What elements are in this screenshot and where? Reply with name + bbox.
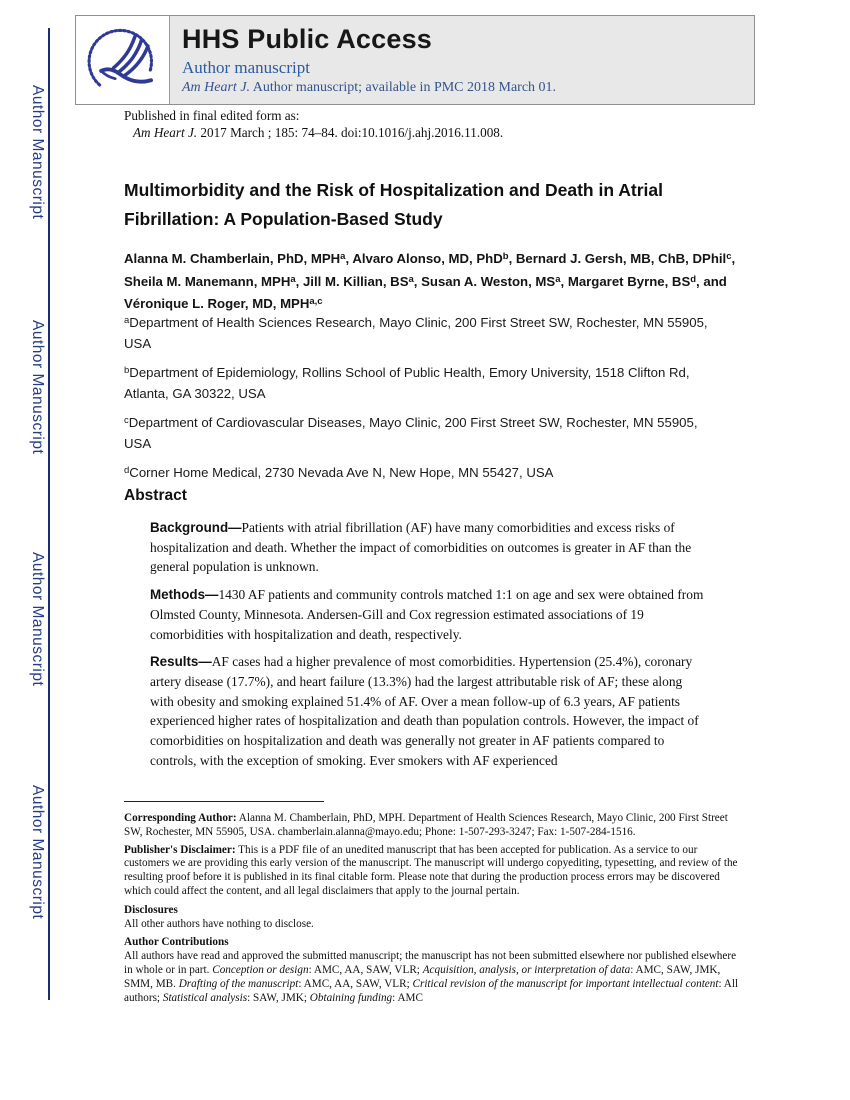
watermark-author-manuscript-3: Author Manuscript	[29, 552, 46, 687]
paragraph-text: AF cases had a higher prevalence of most comorbidities. Hypertension (25.4%), coronary artery disease (17.7%), and heart failure (13.3%) had the largest attributable risk of AF; these along with obesity and smoking explained 51.4% of AF. Over a mean follow-up of 6.3 years, AF patients experienced higher rates of hospitalization and death than population controls. However, the impact of comorbidities on hospitalization and death was generally not greater in AF patients compared to controls, with the exception of smoking. Ever smokers with AF experienced	[150, 654, 699, 768]
corresponding-author-label: Corresponding Author:	[124, 812, 237, 824]
abstract-paragraph-methods	[150, 585, 706, 644]
affiliation	[124, 311, 724, 354]
published-line: Published in final edited form as:	[124, 108, 300, 123]
sidebar-rule	[48, 28, 50, 1000]
hhs-subtitle: Author manuscript	[182, 58, 310, 77]
contribution-people: : AMC, SAW, JMK, SMM, MB.	[124, 963, 721, 990]
corresponding-author-text: Alanna M. Chamberlain, PhD, MPH. Department of Health Sciences Research, Mayo Clinic, 200 First Street SW, Rochester, MN 55905, USA. chamberlain.alanna@mayo.edu; Phone: 1-507-293-3247; Fax: 1-507-284-1516.	[124, 812, 728, 838]
published-info	[124, 108, 503, 141]
affil-mark: a	[124, 315, 130, 326]
watermark-author-manuscript-1: Author Manuscript	[29, 85, 46, 220]
publisher-disclaimer-note	[124, 844, 744, 899]
author-name: Sheila M. Manemann, MPH	[124, 273, 291, 289]
contributions-text	[124, 950, 744, 1005]
disclosures-heading: Disclosures	[124, 903, 178, 916]
author-affil-mark: a	[555, 273, 561, 285]
author-sep: ,	[508, 251, 516, 266]
affil-mark: b	[124, 365, 130, 376]
banner-text	[182, 24, 742, 96]
hhs-title: HHS Public Access	[182, 24, 432, 54]
author-name: Margaret Byrne, BS	[567, 273, 691, 289]
author-name: Véronique L. Roger, MD, MPH	[124, 296, 310, 311]
author	[421, 274, 568, 289]
contribution-role: Statistical analysis	[162, 991, 248, 1004]
corresponding-author-note	[124, 812, 744, 840]
contribution-role: Obtaining funding	[309, 991, 393, 1004]
author	[124, 296, 323, 311]
author-sep: ,	[295, 273, 303, 289]
affil-text: Department of Epidemiology, Rollins School of Public Health, Emory University, 1518 Clifton Rd, Atlanta, GA 30322, USA	[124, 365, 690, 401]
paragraph-label: Results—	[150, 654, 212, 670]
contribution-role: Drafting of the manuscript	[178, 977, 299, 990]
contribution-people: : SAW, JMK;	[247, 991, 310, 1004]
abstract-heading: Abstract	[124, 487, 187, 504]
article-title: Multimorbidity and the Risk of Hospitalization and Death in Atrial Fibrillation: A Population-Based Study	[124, 180, 663, 229]
author-sep: ,	[413, 273, 422, 289]
hhs-citation	[182, 80, 742, 96]
hhs-banner	[75, 15, 755, 105]
author-affil-mark: a,c	[309, 296, 323, 307]
affil-mark: d	[124, 465, 130, 476]
author-affil-mark: c	[726, 251, 732, 262]
abstract-body	[150, 518, 706, 778]
author-sep: ,	[731, 251, 736, 266]
contribution-people: : All authors;	[124, 977, 739, 1004]
author-list	[124, 247, 736, 315]
contributions-heading: Author Contributions	[124, 936, 229, 949]
footnotes	[124, 812, 744, 1009]
paragraph-label: Methods—	[150, 587, 219, 603]
paragraph-label: Background—	[150, 520, 242, 535]
hhs-citation-journal: Am Heart J.	[182, 80, 251, 95]
author	[124, 274, 303, 289]
author-name: Jill M. Killian, BS	[302, 273, 409, 289]
contribution-role: Critical revision of the manuscript for important intellectual content	[412, 977, 719, 990]
author-sep: ,	[345, 251, 353, 266]
author	[352, 251, 516, 266]
author-affil-mark: d	[690, 273, 697, 285]
hhs-seal-icon	[84, 21, 162, 99]
author	[516, 251, 735, 266]
affiliation	[124, 411, 724, 454]
paragraph-text: Patients with atrial fibrillation (AF) have many comorbidities and excess risks of hospitalization and death. Whether the impact of comorbidities on outcomes is greater in AF than the general population is unknown.	[150, 520, 692, 575]
contribution-role: Conception or design	[212, 963, 309, 976]
author-affil-mark: a	[290, 273, 296, 285]
watermark-author-manuscript-4: Author Manuscript	[29, 785, 46, 920]
abstract-paragraph-background	[150, 518, 706, 577]
contribution-people: : AMC, AA, SAW, VLR;	[308, 963, 423, 976]
author-affil-mark: a	[340, 251, 346, 262]
affiliation	[124, 461, 724, 484]
affil-mark: c	[124, 415, 129, 426]
author-sep: , and	[696, 273, 727, 289]
affiliation-list	[124, 311, 724, 491]
author-affil-mark: b	[502, 251, 509, 262]
hhs-logo-box	[76, 16, 170, 104]
author	[568, 274, 727, 289]
published-citation	[133, 125, 503, 141]
paragraph-text: 1430 AF patients and community controls matched 1:1 on age and sex were obtained from Olmsted County, Minnesota. Andersen-Gill and Cox regression estimated associations of 19 comorbidities with hospitalization and death, respectively.	[150, 587, 704, 642]
contribution-role: Acquisition, analysis, or interpretation of data	[422, 963, 631, 976]
contributions-intro: All authors have read and approved the submitted manuscript; the manuscript has not been submitted elsewhere nor published elsewhere in whole or in part.	[124, 950, 737, 976]
publisher-disclaimer-label: Publisher's Disclaimer:	[124, 843, 236, 856]
affil-text: Department of Health Sciences Research, Mayo Clinic, 200 First Street SW, Rochester, MN 55905, USA	[124, 315, 708, 351]
footnote-separator	[124, 801, 324, 802]
journal-name: Am Heart J.	[133, 125, 198, 140]
disclosures-text: All other authors have nothing to disclose.	[124, 917, 314, 930]
author	[303, 274, 421, 289]
citation-detail: 2017 March ; 185: 74–84. doi:10.1016/j.ahj.2016.11.008.	[197, 125, 504, 140]
affil-text: Corner Home Medical, 2730 Nevada Ave N, New Hope, MN 55427, USA	[129, 465, 554, 480]
author	[124, 251, 352, 266]
author-sep: ,	[560, 273, 568, 289]
author-name: Bernard J. Gersh, MB, ChB, DPhil	[515, 251, 727, 266]
hhs-citation-rest: Author manuscript; available in PMC 2018 March 01.	[250, 80, 557, 95]
contribution-people: : AMC, AA, SAW, VLR;	[298, 977, 413, 990]
abstract-paragraph-results	[150, 652, 706, 770]
author-affil-mark: a	[408, 273, 414, 285]
author-name: Susan A. Weston, MS	[421, 273, 556, 289]
contribution-people: : AMC	[392, 991, 423, 1004]
affiliation	[124, 361, 724, 404]
watermark-author-manuscript-2: Author Manuscript	[29, 320, 46, 455]
affil-text: Department of Cardiovascular Diseases, Mayo Clinic, 200 First Street SW, Rochester, MN 55905, USA	[124, 415, 698, 451]
publisher-disclaimer-text: This is a PDF file of an unedited manuscript that has been accepted for publication. As a service to our customers we are providing this early version of the manuscript. The manuscript will undergo copyediting, typesetting, and review of the resulting proof before it is published in its final citable form. Please note that during the production process errors may be discovered which could affect the content, and all legal disclaimers that apply to the journal pertain.	[124, 843, 738, 897]
author-name: Alanna M. Chamberlain, PhD, MPH	[124, 251, 341, 266]
author-name: Alvaro Alonso, MD, PhD	[352, 251, 503, 266]
